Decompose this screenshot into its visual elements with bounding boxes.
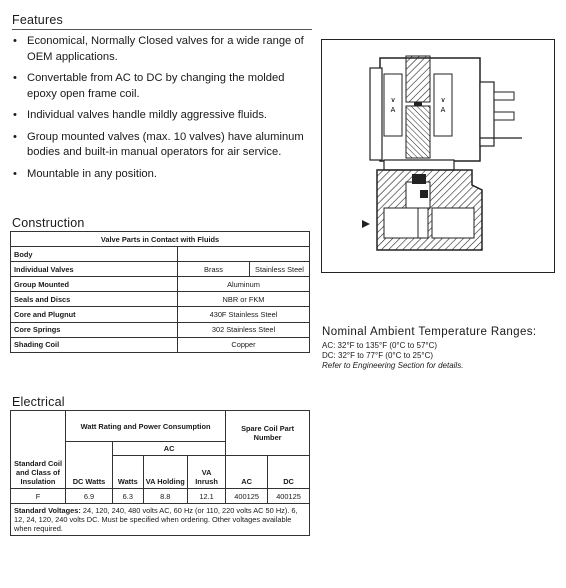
ac-part-header: AC: [226, 456, 268, 489]
table-title: Valve Parts in Contact with Fluids: [11, 232, 310, 247]
dc-part-value: 400125: [268, 489, 310, 504]
temperature-dc: DC: 32°F to 77°F (0°C to 25°C): [322, 351, 434, 360]
row-value: Brass: [178, 262, 250, 277]
table-row: [11, 277, 310, 292]
features-heading: Features: [12, 13, 63, 27]
dc-part-header: DC: [268, 456, 310, 489]
construction-heading: Construction: [12, 216, 85, 230]
feature-item: • Individual valves handle mildly aggressive fluids.: [12, 108, 312, 124]
dc-watts-value: 6.9: [66, 489, 113, 504]
bullet-icon: •: [13, 167, 17, 180]
table-row: [11, 247, 310, 262]
svg-text:∨: ∨: [390, 97, 396, 104]
row-value: NBR or FKM: [178, 292, 310, 307]
ac-part-value: 400125: [226, 489, 268, 504]
standard-voltages: [11, 504, 310, 536]
feature-item: • Mountable in any position.: [12, 167, 312, 183]
va-inrush-value: 12.1: [187, 489, 225, 504]
row-label: Core and Plugnut: [11, 307, 178, 322]
watts-header: Watts: [113, 456, 144, 489]
watts-value: 6.3: [113, 489, 144, 504]
feature-item: • Convertable from AC to DC by changing the molded epoxy open frame coil.: [13, 72, 285, 100]
row-value-empty: [178, 247, 310, 262]
table-row: [11, 322, 310, 337]
svg-text:A: A: [440, 107, 446, 114]
table-row: [11, 292, 310, 307]
ac-header: AC: [113, 442, 226, 456]
bullet-icon: •: [13, 72, 17, 84]
watt-rating-header: Watt Rating and Power Consumption: [66, 411, 226, 442]
construction-table: [10, 231, 310, 353]
table-row: [11, 307, 310, 322]
temperature-note: Refer to Engineering Section for details.: [322, 361, 464, 370]
va-holding-header: VA Holding: [143, 456, 187, 489]
row-value: 430F Stainless Steel: [178, 307, 310, 322]
valve-cross-section-image: [322, 40, 554, 272]
va-inrush-header: VA Inrush: [187, 456, 225, 489]
temperature-block: [322, 326, 562, 371]
table-row: [11, 262, 310, 277]
features-divider: [12, 29, 312, 30]
row-value: Stainless Steel: [250, 262, 310, 277]
row-value: 302 Stainless Steel: [178, 322, 310, 337]
row-label: Body: [11, 247, 178, 262]
row-label: Group Mounted: [11, 277, 178, 292]
row-value: Copper: [178, 337, 310, 352]
table-row: [11, 337, 310, 352]
svg-text:A: A: [390, 107, 396, 114]
row-label: Shading Coil: [11, 337, 178, 352]
features-list: [12, 34, 312, 188]
bullet-icon: •: [13, 35, 17, 47]
feature-item: • Economical, Normally Closed valves for a wide range of OEM applications.: [13, 35, 304, 63]
svg-text:∨: ∨: [440, 97, 446, 104]
standard-voltages-text: 24, 120, 240, 480 volts AC, 60 Hz (or 110, 220 volts AC 50 Hz). 6, 12, 24, 120, 240 volts DC. Must be specified when ordering. Other voltages available when required.: [14, 506, 298, 533]
electrical-table: [10, 410, 310, 536]
valve-diagram: [321, 39, 555, 273]
row-label: Core Springs: [11, 322, 178, 337]
dc-watts-header: DC Watts: [66, 442, 113, 489]
electrical-heading: Electrical: [12, 395, 65, 409]
standard-voltages-label: Standard Voltages:: [14, 506, 81, 515]
va-holding-value: 8.8: [143, 489, 187, 504]
insulation-header: Standard Coil and Class of Insulation: [11, 411, 66, 489]
table-row: [11, 489, 310, 504]
insulation-value: F: [11, 489, 66, 504]
temperature-title: Nominal Ambient Temperature Ranges:: [322, 326, 537, 338]
row-label: Individual Valves: [11, 262, 178, 277]
row-label: Seals and Discs: [11, 292, 178, 307]
bullet-icon: •: [13, 130, 17, 143]
feature-item: • Group mounted valves (max. 10 valves) have aluminum bodies and built-in manual operators for air service.: [13, 130, 304, 158]
bullet-icon: •: [13, 109, 17, 121]
temperature-ac: AC: 32°F to 135°F (0°C to 57°C): [322, 341, 438, 350]
spare-coil-header: Spare Coil Part Number: [226, 411, 310, 456]
table-header-row: [11, 232, 310, 247]
row-value: Aluminum: [178, 277, 310, 292]
